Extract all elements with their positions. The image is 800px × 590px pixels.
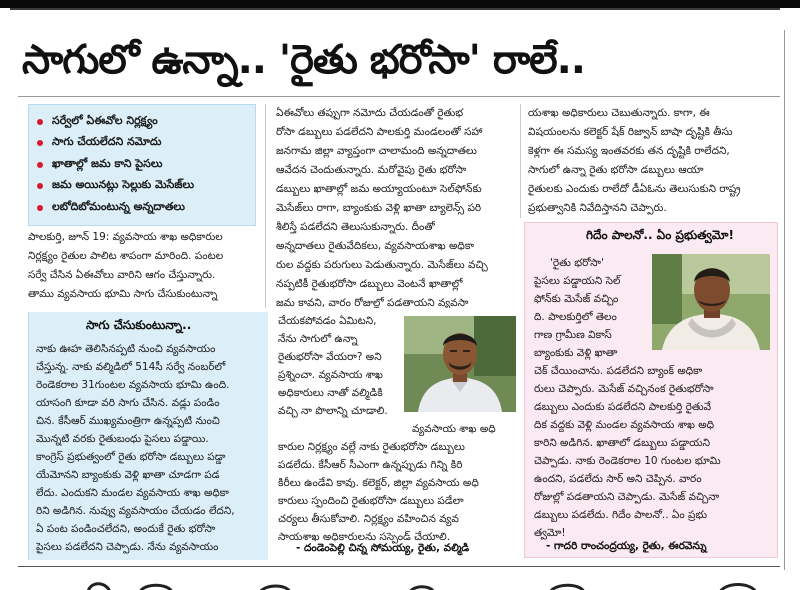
bottom-rule [18, 566, 780, 567]
quote-1-heading: సాగు చేసుకుంటున్నా.. [86, 318, 192, 332]
article-column-3: యశాఖ అధికారులు చెబుతున్నారు. కాగా, ఈ విషయంలను కలెక్టర్ షేక్ రిజ్వాన్ బాషా దృష్టికి తీసు కెళ్లగా ఈ సమస్య ఇంతవరకు తన దృష్టికి రాలేదని, సాగులో ఉన్నా రైతు భరోసా డబ్బులు ఆయా రైతులకు ఎందుకు రాలేదో డీఏఓను తెలుసుకుని రాష్ట్ర ప్రభుత్వానికి నివేదిస్తానని చెప్పారు. [528, 107, 741, 214]
farmer-photo-1 [404, 316, 516, 412]
quote-2-body-top: చేయకపోవడం ఏమిటని, నేను సాగులో ఉన్నా రైతుభరోసా వేయరా? అని ప్రశ్నించా. వ్యవసాయ శాఖ అధికారులు నాతో వల్మిడికి వచ్చి నా పొలాన్ని చూడాలి. [278, 315, 388, 417]
top-black-bar [0, 0, 800, 8]
column-divider [265, 104, 266, 308]
cropped-next-headline [80, 577, 780, 590]
highlight-item: సర్వేలో ఏఈవోల నిర్లక్ష్యం [37, 111, 247, 133]
headline-rule [18, 96, 780, 97]
highlights-box [28, 104, 256, 226]
quote-2-credit: - దండెంపెల్లి చిన్న సోమయ్య, రైతు, వల్మిడి [296, 542, 470, 554]
highlight-item: లబోదిబోమంటున్న అన్నదాతలు [37, 197, 247, 219]
right-page-divider [784, 30, 785, 570]
intro-paragraph: పాలకుర్తి, జూన్ 19: వ్యవసాయ శాఖ అధికారుల నిర్లక్ష్యం రైతుల పాలిట శాపంగా మారింది. పంటల సర్వే చేసిన ఏఈవోలు వారిని ఆగం చేస్తున్నారు. తాము వ్యవసాయ భూమి సాగు చేసుకుంటున్నా [28, 231, 224, 300]
article-column-2: ఏఈవోలు తప్పుగా నమోదు చేయడంతో రైతుభ రోసా డబ్బులు పడలేదని పాలకుర్తి మండలంతో సహా జనగామ జిల్లా వ్యాప్తంగా చాలామంది అన్నదాతలు ఆవేదన చెందుతున్నారు. మరోవైపు రైతు భరోసా డబ్బులు ఖాతాల్లో జమ అయ్యాయంటూ సెల్‌ఫోన్‌కు మెసేజ్‌లు రాగా, బ్యాంకుకు వెళ్లి ఖాతా బ్యాలెన్స్ పరి శీలిస్తే పడలేదని తెలుసుకున్నారు. దీంతో అన్నదాతలు రైతువేదికలు, వ్యవసాయశాఖ అధికా రుల వద్దకు పరుగులు పెడుతున్నారు. మెసేజ్‌లు వచ్చి నప్పటికీ రైతుభరోసా డబ్బులు వెంటనే ఖాతాల్లో జమ కావని, వారం రోజుల్లో పడతాయని వ్యవసా [276, 107, 488, 308]
top-accent-line [10, 8, 780, 10]
quote-2-line-tail: వ్యవసాయ శాఖ అధి [412, 423, 496, 435]
bullet-dot-icon [37, 183, 43, 189]
quote-2-body-bottom: కారుల నిర్లక్ష్యం వల్లే నాకు రైతుభరోసా డబ్బులు పడలేదు. కేసీఆర్ సీఎంగా ఉన్నప్పుడు గిన్ని కిరి కిరీలు ఉండేవి కావు. కలెక్టర్, జిల్లా వ్యవసాయ అధి కారులు స్పందించి రైతుభరోసా డబ్బులు పడేలా చర్యలు తీసుకోవాలి. నిర్లక్ష్యం వహించిన వ్యవ సాయశాఖ అధికారులను సస్పెండ్ చేయాలి. [278, 441, 479, 543]
quote-3-credit: - గాదరి రాంచంద్రయ్య, రైతు, ఈరవెన్ను [546, 540, 707, 552]
quote-3-body-bottom: చెక్ చేయించాను. పడలేదని బ్యాంక్ అధికా రులు చెప్పారు. మెసేజ్ వచ్చినంక రైతుభరోసా డబ్బులు ఎందుకు పడలేదని పాలకుర్తి రైతువే దిక వద్దకు వెళ్లి మండల వ్యవసాయ శాఖ అధి కారిని అడిగిన. ఖాతాలో డబ్బులు పడ్డాయని చెప్పాడు. నాకు రెండెకరాల 10 గుంటల భూమి ఉందని, పడలేదు సార్ అని చెప్పిన. వారం రోజుల్లో పడతాయని చెప్పాడు. మెసేజ్ వచ్చినా డబ్బులు పడలేదు. గిదేం పాలనో.. ఏం ప్రభు త్వమో! [534, 365, 721, 539]
column-divider [520, 104, 521, 218]
bullet-dot-icon [37, 205, 43, 211]
quote-3-heading: గిదేం పాలనో.. ఏం ప్రభుత్వమో! [586, 228, 734, 242]
highlight-item: జమ అయినట్లు సెల్లుకు మెసేజ్‌లు [37, 176, 247, 198]
bullet-dot-icon [37, 140, 43, 146]
highlight-item: సాగు చేయలేదని నమోదు [37, 133, 247, 155]
farmer-photo-2 [652, 254, 770, 350]
quote-3-body-top: 'రైతు భరోసా' పైసలు పడ్డాయని సెల్ ఫోన్‌కు మెసేజ్ వచ్చిం ది. పాలకుర్తిలో తెలం గాణ గ్రామీణ వికాస్ బ్యాంకుకు వెళ్లి ఖాతా [534, 257, 621, 359]
bullet-dot-icon [37, 119, 43, 125]
quote-1-body: నాకు ఊహ తెలిసినప్పటి నుంచి వ్యవసాయం చేస్తున్న. నాకు వల్మిడిలో 514సీ సర్వే నంబర్‌లో రెండెకరాల 31గుంటల వ్యవసాయ భూమి ఉంది. యాసంగి కూడా వరి సాగు చేసిన. వడ్లు పండిం చిన. కేసీఆర్ ముఖ్యమంత్రిగా ఉన్నప్పటి నుంచి మొన్నటి వరకు రైతుబంధు పైసలు పడ్డాయి. కాంగ్రెస్ ప్రభుత్వంలో రైతు భరోసా డబ్బులు పడ్డా యేమోనని బ్యాంకుకు వెళ్లి ఖాతా చూడగా పడ లేదు. ఎందుకని మండల వ్యవసాయ శాఖ అధికా రిని అడిగిన. నువ్వు వ్యవసాయం చేయడం లేదని, ఏ పంట పండించలేదని, అందుకే రైతు భరోసా పైసలు పడలేదని చెప్పాడు. నేను వ్యవసాయం [36, 343, 235, 553]
bullet-dot-icon [37, 162, 43, 168]
headline: సాగులో ఉన్నా.. 'రైతు భరోసా' రాలే.. [22, 37, 585, 83]
quote-2-line7 [278, 420, 414, 438]
highlight-item: ఖాతాల్లో జమ కాని పైసలు [37, 154, 247, 176]
